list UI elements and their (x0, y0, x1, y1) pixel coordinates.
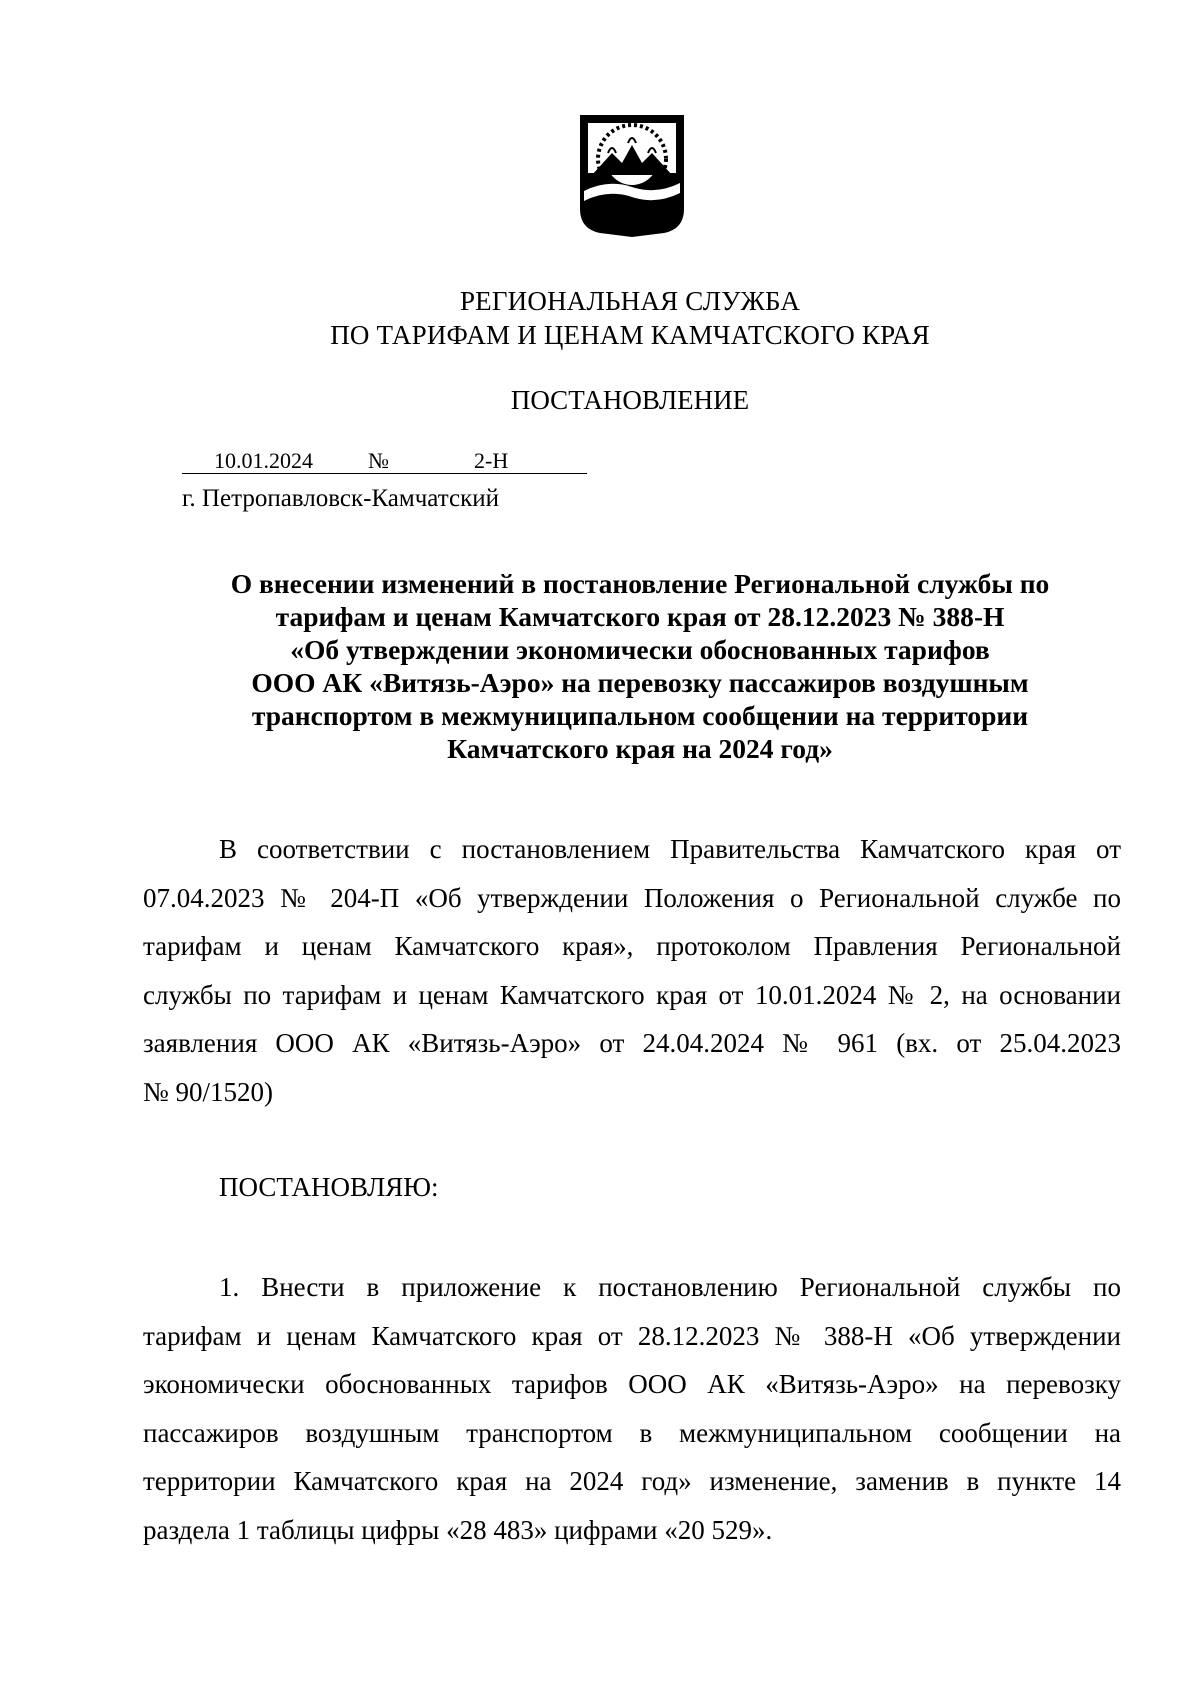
preamble-line: тарифам и ценам Камчатского края», протоколом Правления Региональной (143, 931, 1121, 961)
title-line: ООО АК «Витязь-Аэро» на перевозку пассажиров воздушным (251, 667, 1029, 698)
city-name: г. Петропавловск-Камчатский (182, 485, 499, 512)
title-line: транспортом в межмуниципальном сообщении на территории (251, 700, 1029, 731)
preamble-line: заявления ООО АК «Витязь-Аэро» от 24.04.2024 № 961 (вх. от 25.04.2023 (143, 1028, 1121, 1058)
resolve-heading: ПОСТАНОВЛЯЮ: (219, 1172, 439, 1202)
agency-name-line-2: ПО ТАРИФАМ И ЦЕНАМ КАМЧАТСКОГО КРАЯ (330, 320, 930, 350)
item-1-line: пассажиров воздушным транспортом в межмуниципальном сообщении на (143, 1417, 1121, 1448)
date-number-underline (182, 473, 587, 474)
preamble-paragraph (143, 825, 1121, 1116)
preamble-line: № 90/1520) (143, 1076, 274, 1107)
item-1-line: экономически обоснованных тарифов ООО АК «Витязь-Аэро» на перевозку (143, 1369, 1121, 1399)
title-line: О внесении изменений в постановление Региональной службы по (230, 568, 1050, 599)
document-date: 10.01.2024 (214, 448, 313, 473)
item-1-line: тарифам и ценам Камчатского края от 28.12.2023 № 388-Н «Об утверждении (143, 1320, 1121, 1351)
document-number: 2-Н (474, 448, 509, 473)
item-1-paragraph (143, 1263, 1121, 1554)
item-1-line: 1. Внести в приложение к постановлению Региональной службы по (219, 1272, 1121, 1302)
document-type: ПОСТАНОВЛЕНИЕ (510, 385, 750, 415)
preamble-line: 07.04.2023 № 204-П «Об утверждении Положения о Региональной службе по (143, 882, 1121, 913)
title-line: тарифам и ценам Камчатского края от 28.12.2023 № 388-Н (275, 601, 1005, 632)
item-1-line: раздела 1 таблицы цифры «28 483» цифрами «20 529». (143, 1514, 773, 1545)
item-1-line: территории Камчатского края на 2024 год» изменение, заменив в пункте 14 (143, 1466, 1121, 1496)
agency-name-line-1: РЕГИОНАЛЬНАЯ СЛУЖБА (459, 286, 801, 316)
number-sign: № (368, 448, 389, 473)
title-line: «Об утверждении экономически обоснованных тарифов (290, 634, 990, 665)
preamble-line: В соответствии с постановлением Правительства Камчатского края от (219, 834, 1121, 864)
document-title (160, 567, 1120, 765)
title-line: Камчатского края на 2024 год» (447, 733, 833, 764)
preamble-line: службы по тарифам и ценам Камчатского края от 10.01.2024 № 2, на основании (143, 979, 1121, 1010)
coat-of-arms-emblem (578, 113, 686, 237)
